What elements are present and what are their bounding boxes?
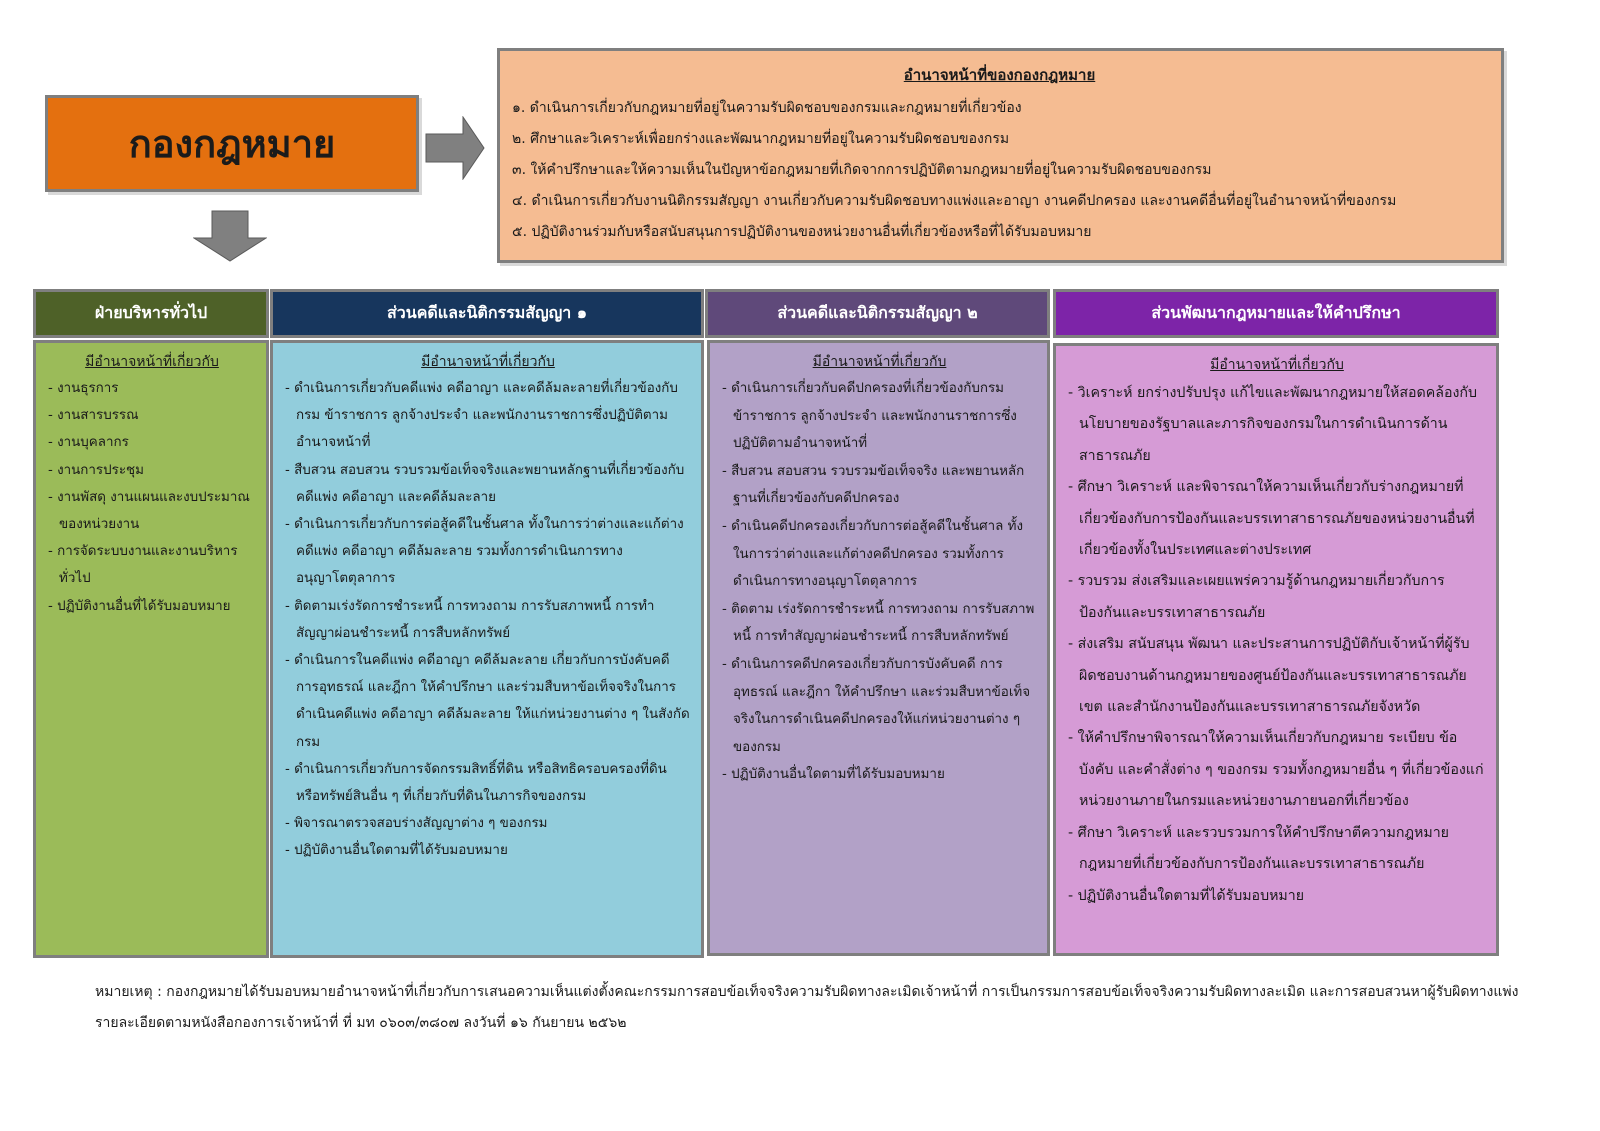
duties-box xyxy=(497,48,1504,263)
section-law-development-body xyxy=(1053,343,1499,956)
section-law-development-header xyxy=(1053,289,1499,338)
section-title: ฝ่ายบริหารทั่วไป xyxy=(94,303,208,322)
list-item: - ติดตาม เร่งรัดการชำระหนี้ การทวงถาม การรับสภาพหนี้ การทำสัญญาผ่อนชำระหนี้ การสืบหลักทรัพย์ xyxy=(722,596,1037,651)
list-item: - ดำเนินการในคดีแพ่ง คดีอาญา คดีล้มละลาย เกี่ยวกับการบังคับคดี การอุทธรณ์ และฎีกา ให้คำปรึกษา และร่วมสืบหาข้อเท็จจริงในการดำเนินคดีแพ่ง คดีอาญา คดีล้มละลาย ให้แก่หน่วยงานต่าง ๆ ในสังกัดกรม xyxy=(285,647,691,756)
section-subheading: มีอำนาจหน้าที่เกี่ยวกับ xyxy=(421,354,555,370)
duty-list xyxy=(722,375,1037,789)
list-item: - ติดตามเร่งรัดการชำระหนี้ การทวงถาม การรับสภาพหนี้ การทำสัญญาผ่อนชำระหนี้ การสืบหลักทรัพย์ xyxy=(285,593,691,647)
duty-item: ๓. ให้คำปรึกษาและให้ความเห็นในปัญหาข้อกฎหมายที่เกิดจากการปฏิบัติตามกฎหมายที่อยู่ในความรับผิดชอบของกรม xyxy=(512,162,1212,178)
division-title: กองกฎหมาย xyxy=(128,122,336,166)
duty-item: ๑. ดำเนินการเกี่ยวกับกฎหมายที่อยู่ในความรับผิดชอบของกรมและกฎหมายที่เกี่ยวข้อง xyxy=(512,100,1022,116)
duty-list xyxy=(1068,378,1486,912)
list-item: - งานพัสดุ งานแผนและงบประมาณของหน่วยงาน xyxy=(48,484,256,538)
list-item: - สืบสวน สอบสวน รวบรวมข้อเท็จจริงและพยานหลักฐานที่เกี่ยวข้องกับคดีแพ่ง คดีอาญา และคดีล้มละลาย xyxy=(285,457,691,511)
duty-item: ๒. ศึกษาและวิเคราะห์เพื่อยกร่างและพัฒนากฎหมายที่อยู่ในความรับผิดชอบของกรม xyxy=(512,131,1010,147)
section-subheading: มีอำนาจหน้าที่เกี่ยวกับ xyxy=(1210,357,1344,373)
list-item: - ดำเนินการคดีปกครองเกี่ยวกับการบังคับคดี การอุทธรณ์ และฎีกา ให้คำปรึกษา และร่วมสืบหาข้อเท็จจริงในการดำเนินคดีปกครองให้แก่หน่วยงานต่าง ๆ ของกรม xyxy=(722,651,1037,761)
section-title: ส่วนคดีและนิติกรรมสัญญา ๒ xyxy=(777,303,978,322)
section-subheading: มีอำนาจหน้าที่เกี่ยวกับ xyxy=(812,354,947,370)
list-item: - ดำเนินการเกี่ยวกับการต่อสู้คดีในชั้นศาล ทั้งในการว่าต่างและแก้ต่างคดีแพ่ง คดีอาญา คดีล้มละลาย รวมทั้งการดำเนินการทางอนุญาโตตุลาการ xyxy=(285,511,691,593)
arrow-down-icon xyxy=(193,210,267,262)
arrow-right-icon xyxy=(425,116,485,180)
list-item: - วิเคราะห์ ยกร่างปรับปรุง แก้ไขและพัฒนากฎหมายให้สอดคล้องกับนโยบายของรัฐบาลและภารกิจของกรมในการดำเนินการด้านสาธารณภัย xyxy=(1068,378,1486,472)
section-title: ส่วนคดีและนิติกรรมสัญญา ๑ xyxy=(387,303,587,322)
section-litigation-2-body xyxy=(707,340,1050,956)
list-item: - งานการประชุม xyxy=(48,457,256,484)
list-item: - ดำเนินการเกี่ยวกับคดีแพ่ง คดีอาญา และคดีล้มละลายที่เกี่ยวข้องกับกรม ข้าราชการ ลูกจ้างประจำ และพนักงานราชการซึ่งปฏิบัติตามอำนาจหน้าที่ xyxy=(285,375,691,457)
list-item: - งานบุคลากร xyxy=(48,429,256,456)
section-litigation-1-body xyxy=(270,340,704,958)
footnote: หมายเหตุ : กองกฎหมายได้รับมอบหมายอำนาจหน้าที่เกี่ยวกับการเสนอความเห็นแต่งตั้งคณะกรรมการสอบข้อเท็จจริงความรับผิดทางละเมิดเจ้าหน้าที่ การเป็นกรรมการสอบข้อเท็จจริงความรับผิดทางละเมิด และการสอบสวนหาผู้รับผิดทางแพ่ง รายละเอียดตามหนังสือกองการเจ้าหน้าที่ ที่ มท ๐๖๐๓/๓๘๐๗ ลงวันที่ ๑๖ กันยายน ๒๕๖๒ xyxy=(95,984,1519,1031)
duty-list xyxy=(48,375,256,620)
list-item: - ศึกษา วิเคราะห์ และรวบรวมการให้คำปรึกษาตีความกฎหมายกฎหมายที่เกี่ยวข้องกับการป้องกันและบรรเทาสาธารณภัย xyxy=(1068,818,1486,881)
section-title: ส่วนพัฒนากฎหมายและให้คำปรึกษา xyxy=(1151,303,1401,322)
duty-item: ๔. ดำเนินการเกี่ยวกับงานนิติกรรมสัญญา งานเกี่ยวกับความรับผิดชอบทางแพ่งและอาญา งานคดีปกครอง และงานคดีอื่นที่อยู่ในอำนาจหน้าที่ของกรม xyxy=(512,193,1397,209)
list-item: - ปฏิบัติงานอื่นใดตามที่ได้รับมอบหมาย xyxy=(285,837,691,864)
duty-item: ๕. ปฏิบัติงานร่วมกับหรือสนับสนุนการปฏิบัติงานของหน่วยงานอื่นที่เกี่ยวข้องหรือที่ได้รับมอบหมาย xyxy=(512,224,1092,240)
duty-list xyxy=(285,375,691,865)
section-litigation-2-header xyxy=(705,289,1050,338)
list-item: - ปฏิบัติงานอื่นใดตามที่ได้รับมอบหมาย xyxy=(1068,881,1486,912)
division-title-box xyxy=(45,95,419,192)
list-item: - สืบสวน สอบสวน รวบรวมข้อเท็จจริง และพยานหลักฐานที่เกี่ยวข้องกับคดีปกครอง xyxy=(722,458,1037,513)
list-item: - ให้คำปรึกษาพิจารณาให้ความเห็นเกี่ยวกับกฎหมาย ระเบียบ ข้อบังคับ และคำสั่งต่าง ๆ ของกรม รวมทั้งกฎหมายอื่น ๆ ที่เกี่ยวข้องแก่หน่วยงานภายในกรมและหน่วยงานภายนอกที่เกี่ยวข้อง xyxy=(1068,723,1486,817)
duties-heading: อำนาจหน้าที่ของกองกฎหมาย xyxy=(903,66,1096,84)
list-item: - รวบรวม ส่งเสริมและเผยแพร่ความรู้ด้านกฎหมายเกี่ยวกับการป้องกันและบรรเทาสาธารณภัย xyxy=(1068,566,1486,629)
section-litigation-1-header xyxy=(270,289,704,338)
list-item: - ดำเนินการเกี่ยวกับคดีปกครองที่เกี่ยวข้องกับกรม ข้าราชการ ลูกจ้างประจำ และพนักงานราชการซึ่งปฏิบัติตามอำนาจหน้าที่ xyxy=(722,375,1037,458)
list-item: - ศึกษา วิเคราะห์ และพิจารณาให้ความเห็นเกี่ยวกับร่างกฎหมายที่เกี่ยวข้องกับการป้องกันและบรรเทาสาธารณภัยของหน่วยงานอื่นที่เกี่ยวข้องทั้งในประเทศและต่างประเทศ xyxy=(1068,472,1486,566)
list-item: - การจัดระบบงานและงานบริหารทั่วไป xyxy=(48,538,256,592)
list-item: - งานสารบรรณ xyxy=(48,402,256,429)
section-subheading: มีอำนาจหน้าที่เกี่ยวกับ xyxy=(85,354,219,370)
list-item: - ส่งเสริม สนับสนุน พัฒนา และประสานการปฏิบัติกับเจ้าหน้าที่ผู้รับผิดชอบงานด้านกฎหมายของศูนย์ป้องกันและบรรเทาสาธารณภัยเขต และสำนักงานป้องกันและบรรเทาสาธารณภัยจังหวัด xyxy=(1068,629,1486,723)
list-item: - ปฏิบัติงานอื่นใดตามที่ได้รับมอบหมาย xyxy=(722,761,1037,789)
list-item: - ปฏิบัติงานอื่นที่ได้รับมอบหมาย xyxy=(48,593,256,620)
list-item: - ดำเนินการเกี่ยวกับการจัดกรรมสิทธิ์ที่ดิน หรือสิทธิครอบครองที่ดิน หรือทรัพย์สินอื่น ๆ ที่เกี่ยวกับที่ดินในภารกิจของกรม xyxy=(285,756,691,810)
section-general-admin-header xyxy=(33,289,269,338)
section-general-admin-body xyxy=(33,340,269,958)
list-item: - พิจารณาตรวจสอบร่างสัญญาต่าง ๆ ของกรม xyxy=(285,810,691,837)
list-item: - ดำเนินคดีปกครองเกี่ยวกับการต่อสู้คดีในชั้นศาล ทั้งในการว่าต่างและแก้ต่างคดีปกครอง รวมทั้งการดำเนินการทางอนุญาโตตุลาการ xyxy=(722,513,1037,596)
list-item: - งานธุรการ xyxy=(48,375,256,402)
